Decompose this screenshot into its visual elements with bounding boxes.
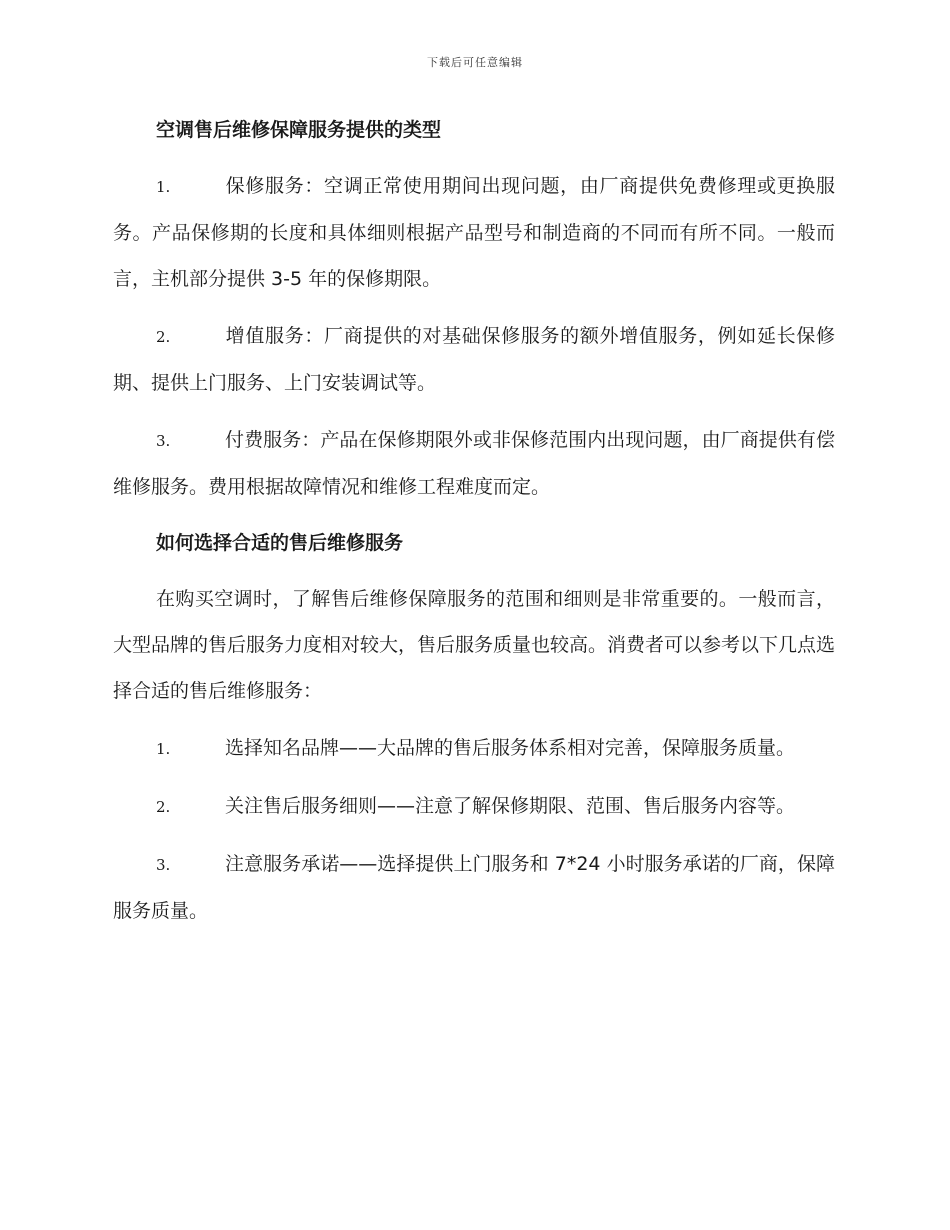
list-item-text: 关注售后服务细则——注意了解保修期限、范围、售后服务内容等。: [225, 795, 796, 817]
section-2-intro: 在购买空调时，了解售后维修保障服务的范围和细则是非常重要的。一般而言，大型品牌的售后服务力度相对较大，售后服务质量也较高。消费者可以参考以下几点选择合适的售后维修服务：: [113, 588, 836, 702]
list-item-number: 3.: [156, 432, 171, 450]
list-item: [113, 163, 835, 302]
list-item: [113, 725, 835, 772]
list-item-number: 2.: [156, 328, 171, 346]
list-item: [113, 841, 835, 934]
list-item-text: 付费服务：产品在保修期限外或非保修范围内出现问题，由厂商提供有偿维修服务。费用根据故障情况和维修工程难度而定。: [113, 429, 835, 498]
list-item-text: 选择知名品牌——大品牌的售后服务体系相对完善，保障服务质量。: [225, 737, 796, 759]
list-item-text: 增值服务：厂商提供的对基础保修服务的额外增值服务，例如延长保修期、提供上门服务、上门安装调试等。: [113, 325, 835, 394]
list-item: [113, 783, 835, 830]
list-item-number: 1.: [156, 178, 171, 196]
section-1-heading: 空调售后维修保障服务提供的类型: [156, 119, 442, 141]
document-body: [113, 108, 835, 945]
list-item: [113, 313, 835, 406]
page-header: 下载后可任意编辑: [427, 56, 523, 69]
list-item-number: 1.: [156, 740, 171, 758]
list-item-number: 2.: [156, 798, 171, 816]
section-2-heading: 如何选择合适的售后维修服务: [156, 532, 404, 554]
list-item-number: 3.: [156, 856, 171, 874]
list-item-text: 保修服务：空调正常使用期间出现问题，由厂商提供免费修理或更换服务。产品保修期的长度和具体细则根据产品型号和制造商的不同而有所不同。一般而言，主机部分提供 3-5 年的保修期限。: [113, 175, 835, 290]
list-item: [113, 417, 835, 510]
list-item-text: 注意服务承诺——选择提供上门服务和 7*24 小时服务承诺的厂商，保障服务质量。: [113, 853, 835, 922]
